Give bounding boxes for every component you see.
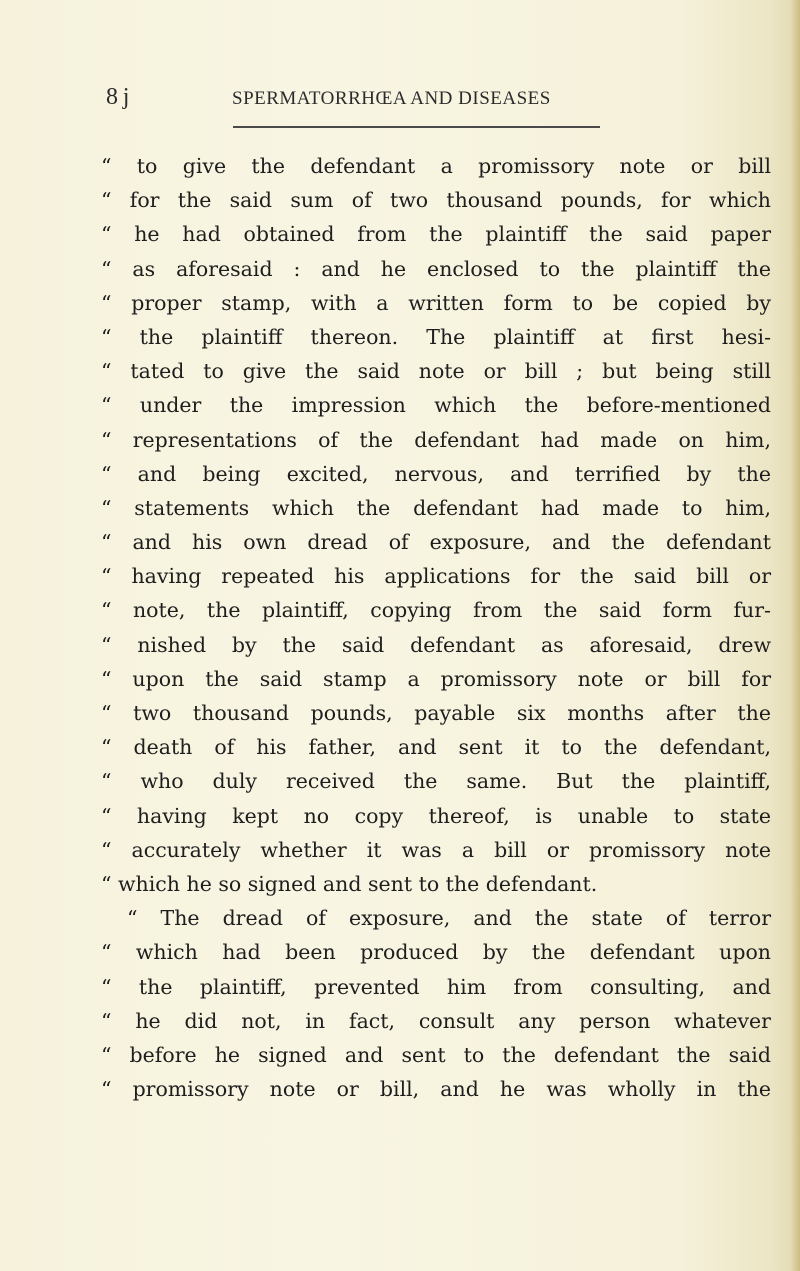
header-rule — [233, 126, 600, 128]
text-line: “ to give the defendant a promissory note or bill — [101, 154, 771, 178]
text-line: “ as aforesaid : and he enclosed to the plaintiff the — [101, 256, 771, 281]
page-number: 8 j — [106, 84, 130, 110]
text-line: “ having repeated his applications for the said bill or — [101, 564, 771, 589]
text-line: “ and his own dread of exposure, and the defendant — [101, 530, 771, 555]
text-line: “ upon the said stamp a promissory note or bill for — [101, 666, 771, 691]
text-line: “ The dread of exposure, and the state of terror — [127, 906, 771, 931]
text-line: “ nished by the said defendant as aforesaid, drew — [101, 632, 771, 657]
text-line: “ proper stamp, with a written form to be copied by — [101, 290, 771, 315]
text-line: “ who duly received the same. But the plaintiff, — [101, 769, 771, 794]
running-title: SPERMATORRHŒA AND DISEASES — [232, 88, 551, 109]
text-line: “ which he so signed and sent to the defendant. — [101, 871, 598, 896]
page-header — [0, 84, 800, 118]
text-line: “ death of his father, and sent it to the defendant, — [101, 735, 771, 760]
text-line: “ accurately whether it was a bill or promissory note — [101, 837, 771, 862]
text-line: “ before he signed and sent to the defendant the said — [101, 1042, 771, 1067]
text-line: “ and being excited, nervous, and terrified by the — [101, 461, 771, 486]
text-line: “ promissory note or bill, and he was wholly in the — [101, 1077, 771, 1102]
text-line: “ the plaintiff, prevented him from consulting, and — [101, 974, 771, 999]
text-line: “ he had obtained from the plaintiff the said paper — [101, 222, 771, 247]
text-line: “ he did not, in fact, consult any person whatever — [101, 1008, 771, 1033]
text-line: “ the plaintiff thereon. The plaintiff at first hesi- — [101, 324, 771, 349]
text-line: “ under the impression which the before-mentioned — [101, 393, 771, 418]
text-line: “ for the said sum of two thousand pounds, for which — [101, 188, 771, 213]
text-line: “ tated to give the said note or bill ; but being still — [101, 359, 771, 384]
body-text — [101, 149, 771, 1106]
text-line: “ note, the plaintiff, copying from the said form fur- — [101, 598, 771, 623]
text-line: “ which had been produced by the defendant upon — [101, 940, 771, 965]
text-line: “ representations of the defendant had made on him, — [101, 427, 771, 452]
text-line: “ statements which the defendant had made to him, — [101, 495, 771, 520]
text-line: “ having kept no copy thereof, is unable to state — [101, 803, 771, 828]
text-line: “ two thousand pounds, payable six months after the — [101, 701, 771, 725]
page-edge-shadow — [790, 0, 800, 1271]
